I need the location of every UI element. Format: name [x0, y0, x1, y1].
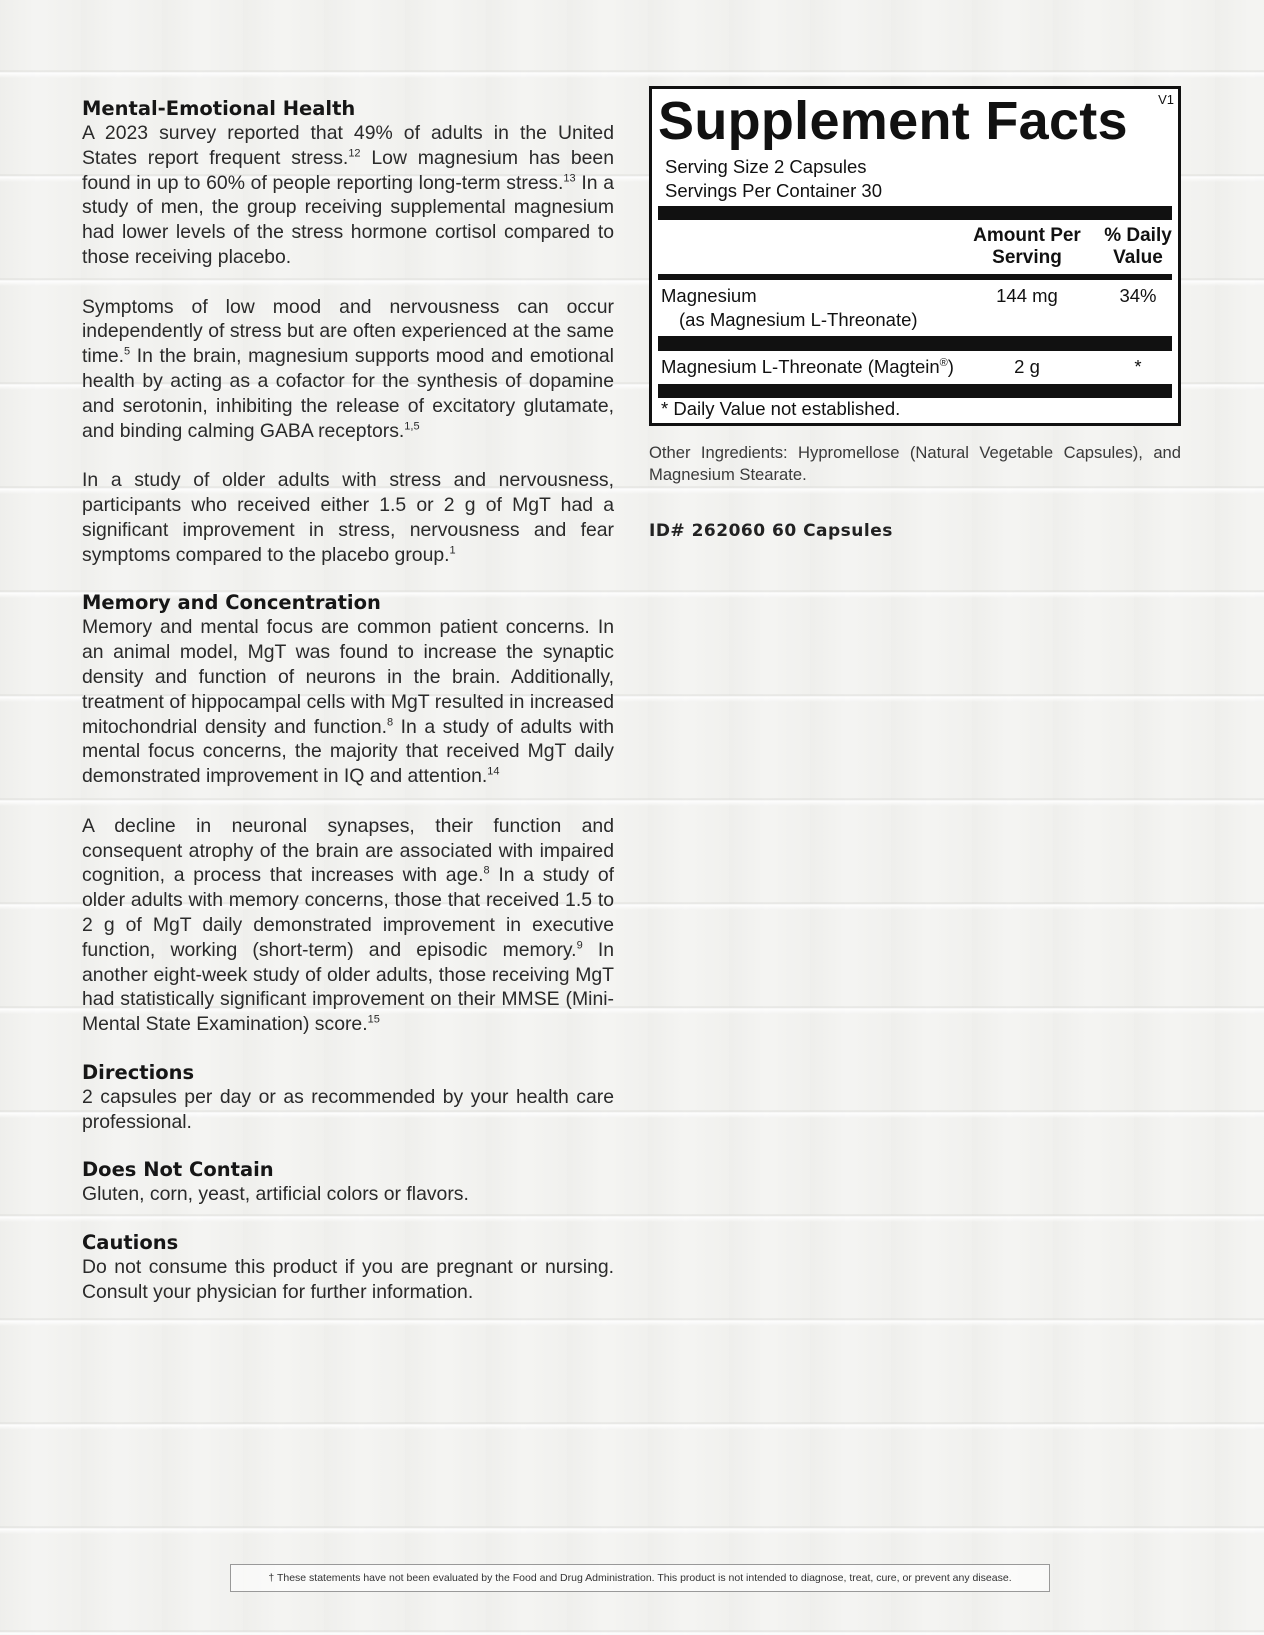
citation: 13 [563, 172, 576, 185]
text-run: In a study of adults with mental focus concerns, the majority that received MgT daily demonstrated improvement in IQ and attention. [82, 715, 614, 788]
facts-footnote: * Daily Value not established. [661, 398, 901, 419]
section-memory-concentration [82, 590, 614, 1037]
col-header-daily-value [1092, 225, 1184, 269]
text-run: In a study of older adults with stress and nervousness, participants who received either 1.5 or 2 g of MgT had a significant improvement in stress, nervousness and fear symptoms compared to the placebo group. [82, 469, 614, 566]
col-header-amount [962, 225, 1092, 269]
serving-size: Serving Size 2 Capsules [665, 156, 867, 177]
section-heading: Mental-Emotional Health [82, 97, 356, 120]
citation: 12 [348, 147, 361, 160]
nutrient-source: (as Magnesium L-Threonate) [679, 309, 918, 330]
text-run: A 2023 survey reported that 49% of adults in the United States report frequent stress. [82, 122, 614, 169]
col-header-line: Serving [992, 247, 1062, 268]
section-heading: Does Not Contain [82, 1158, 274, 1182]
paragraph: Do not consume this product if you are pregnant or nursing. Consult your physician for further information. [82, 1256, 614, 1304]
paragraph: 2 capsules per day or as recommended by your health care professional. [82, 1085, 614, 1133]
facts-title: Supplement Facts [658, 91, 1128, 151]
nutrient-amount: 144 mg [996, 285, 1058, 306]
thick-divider [658, 384, 1172, 398]
servings-per-container: Servings Per Container 30 [665, 180, 882, 201]
section-heading: Directions [82, 1060, 195, 1084]
registered-mark: ® [939, 356, 948, 369]
citation: 9 [576, 939, 583, 952]
text-run: In a study of older adults with memory concerns, those that received 1.5 to 2 g of MgT daily demonstrated improvement in executive function, working (short-term) and episodic memory. [82, 864, 614, 961]
thick-divider [658, 336, 1172, 351]
citation: 1,5 [404, 420, 420, 433]
section-heading: Memory and Concentration [82, 591, 381, 615]
citation: 14 [487, 765, 500, 778]
nutrient-name [661, 355, 954, 379]
text-run: In a study of men, the group receiving supplemental magnesium had lower levels of the stress hormone cortisol compared to those receiving placebo. [82, 171, 614, 268]
nutrient-amount: 2 g [1014, 356, 1040, 377]
section-mental-emotional-health [82, 96, 614, 567]
other-ingredients: Other Ingredients: Hypromellose (Natural Vegetable Capsules), and Magnesium Stearate. [649, 443, 1181, 484]
medium-divider [658, 274, 1172, 280]
text-run: Low magnesium has been found in up to 60% of people reporting long-term stress. [82, 146, 614, 194]
product-id: ID# 262060 60 Capsules [649, 521, 893, 541]
section-does-not-contain [82, 1157, 614, 1207]
paragraph [82, 468, 614, 567]
text-run: In another eight-week study of older adults, those receiving MgT had statistically significant improvement on their MMSE (Mini-Mental State Examination) score. [82, 938, 614, 1036]
col-header-line: Value [1113, 247, 1163, 268]
fda-disclaimer: † These statements have not been evaluated by the Food and Drug Administration. This product is not intended to diagnose, treat, cure, or prevent any disease. [230, 1564, 1050, 1592]
nutrient-daily-value: * [1134, 356, 1142, 377]
citation: 5 [124, 345, 131, 358]
section-directions [82, 1060, 614, 1135]
thick-divider [658, 206, 1172, 220]
paragraph [82, 814, 614, 1037]
paragraph [82, 615, 614, 789]
text-run: Symptoms of low mood and nervousness can occur independently of stress but are often experienced at the same time. [82, 295, 614, 368]
text-run: In the brain, magnesium supports mood and emotional health by acting as a cofactor for the synthesis of dopamine and serotonin, inhibiting the release of excitatory glutamate, and binding calming GABA receptors. [82, 345, 614, 442]
citation: 8 [483, 864, 490, 877]
section-cautions [82, 1230, 614, 1305]
col-header-line: % Daily [1104, 225, 1172, 246]
facts-version: V1 [1158, 92, 1174, 107]
nutrient-name-text: ) [947, 356, 954, 377]
text-run: A decline in neuronal synapses, their function and consequent atrophy of the brain are associated with impaired cognition, a process that increases with age. [82, 814, 614, 887]
paragraph [82, 121, 614, 270]
citation: 1 [449, 544, 456, 557]
nutrient-name-text: Magnesium L-Threonate (Magtein [661, 356, 940, 377]
col-header-line: Amount Per [973, 225, 1081, 246]
nutrient-daily-value: 34% [1119, 285, 1157, 306]
body-column [82, 96, 614, 1328]
citation: 8 [387, 716, 394, 729]
paragraph: Gluten, corn, yeast, artificial colors or flavors. [82, 1183, 469, 1206]
supplement-facts-panel [649, 86, 1181, 426]
paragraph [82, 295, 614, 444]
nutrient-name: Magnesium [661, 285, 757, 306]
section-heading: Cautions [82, 1231, 179, 1255]
serving-info [665, 155, 882, 203]
text-run: Memory and mental focus are common patient concerns. In an animal model, MgT was found to increase the synaptic density and function of neurons in the brain. Additionally, treatment of hippocampal cells with MgT resulted in increased mitochondrial density and function. [82, 616, 614, 738]
citation: 15 [367, 1013, 380, 1026]
